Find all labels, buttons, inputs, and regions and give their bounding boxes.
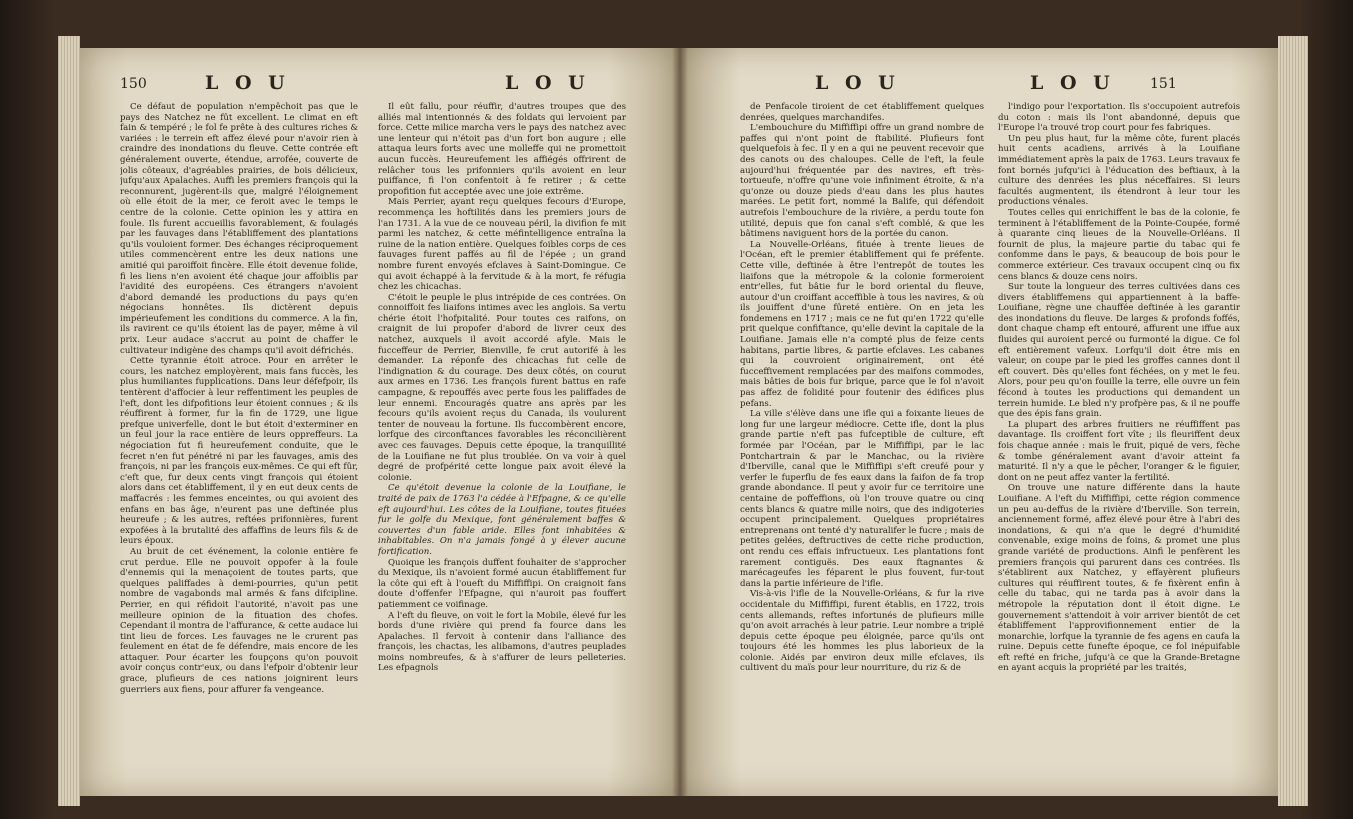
paragraph: La Nouvelle-Orléans, fituée à trente lieues de l'Océan, eft le premier établiffement qui fe préfente. Cette ville, deftinée à être l'entrepôt de toutes les liaifons que la métropole & la colonie formeroient entr'elles, fut bâtie fur le bord oriental du fleuve, autour d'un croiffant acceffible à tous les navires, & où ils jouiffent d'une fûreté entière. On en jeta les fondemens en 1717 ; mais ce ne fut qu'en 1722 qu'elle prit quelque confiftance, qu'elle devint la capitale de la Louifiane. Jamais elle n'a compté plus de feize cents habitans, partie libres, & partie efclaves. Les cabanes qui la couvroient originairement, ont été fucceffivement remplacées par des maifons commodes, mais bâties de bois fur brique, parce que le fol n'avoit pas affez de folidité pour foutenir des édifices plus pefans. [740,239,984,409]
paragraph: Vis-à-vis l'ifle de la Nouvelle-Orléans, & fur la rive occidentale du Miffiffipi, furent établis, en 1722, trois cents allemands, reftes infortunés de plufieurs mille qu'on avoit arrachés à leur patrie. Leur nombre a triplé depuis cette époque peu éloignée, parce qu'ils ont toujours été les hommes les plus laborieux de la colonie. Aidés par environ deux mille efclaves, ils cultivent du maïs pour leur nourriture, du riz & de [740,589,984,674]
paragraph: On trouve une nature différente dans la haute Louifiane. A l'eft du Miffiffipi, cette région commence un peu au-deffus de la rivière d'Iberville. Son terrein, anciennement formé, affez élevé pour être à l'abri des inondations, & qui n'a que le degré d'humidité convenable, exige moins de foins, & promet une plus grande variété de productions. Ainfi le penfèrent les premiers françois qui parurent dans ces contrées. Ils s'établirent aux Natchez, y effayèrent plufieurs cultures qui réuffirent toutes, & fe fixèrent enfin à celle du tabac, qui ne tarda pas à avoir dans la métropole la réputation dont il étoit digne. Le gouvernement s'attendoit à voir arriver bientôt de cet établiffement l'approvifionnement entier de la monarchie, lorfque la tyrannie de fes agens en caufa la ruine. Depuis cette funefte époque, ce fol inépuifable eft refté en friche, jufqu'à ce que la Grande-Bretagne en ayant acquis la propriété par les traités, [998,483,1240,674]
paragraph: C'étoit le peuple le plus intrépide de ces contrées. On connoiffoit fes liaifons intimes avec les anglois. Sa vertu chérie étoit l'hofpitalité. Pour toutes ces raifons, on craignit de lui propofer d'abord de livrer ceux des natchez, auxquels il avoit accordé afyle. Mais le fucceffeur de Perrier, Bienville, fe crut autorifé à les demander. La réponfe des chicachas fut celle de l'indignation & du courage. Des deux côtés, on courut aux armes en 1736. Les françois furent battus en rafe campagne, & repouffés avec perte fous les paliffades de leur ennemi. Encouragés quatre ans après par les fecours qu'ils avoient reçus du Canada, ils voulurent tenter de nouveau la fortune. Ils fuccombèrent encore, lorfque des circonftances favorables les réconcilièrent avec ces fauvages. Depuis cette époque, la tranquillité de la Louifiane ne fut plus troublée. On va voir à quel degré de profpérité cette longue paix avoit élevé la colonie. [378,292,626,483]
page-number: 150 [120,76,147,92]
paragraph: Un peu plus haut, fur la même côte, furent placés huit cents acadiens, arrivés à la Louifiane immédiatement après la paix de 1763. Leurs travaux fe font bornés jufqu'ici à l'éducation des beftiaux, à la culture des denrées les plus néceffaires. Si leurs facultés augmentent, ils étendront à leur tour les productions vénales. [998,133,1240,208]
right-page [680,48,1278,796]
paragraph: Cette tyrannie étoit atroce. Pour en arrêter le cours, les natchez employèrent, mais fans fuccès, les plus humiliantes fupplications. Dans leur défefpoir, ils tentèrent d'affocier à leur reffentiment les peuples de l'eft, dont les difpofitions leur étoient connues ; & ils réuffirent à former, fur la fin de 1729, une ligue prefque univerfelle, dont le but étoit d'exterminer en un feul jour la race entière de leurs oppreffeurs. La négociation fut fi heureufement conduite, que le fecret n'en fut pénétré ni par les fauvages, amis des françois, ni par les françois eux-mêmes. Ce qui eft fûr, c'eft que, fur deux cents vingt françois qui étoient alors dans cet établiffement, il y en eut deux cents de maffacrés : les femmes enceintes, ou qui avoient des enfans en bas âge, n'eurent pas une deftinée plus heureufe ; & les autres, reftées prifonnières, furent expofées à la brutalité des affaffins de leurs fils & de leurs époux. [120,356,358,547]
text-column-2 [998,102,1240,782]
text-column-1 [120,102,358,782]
paragraph: Quoique les françois duffent fouhaiter de s'approcher du Mexique, ils n'avoient formé aucun établiffement fur la côte qui eft à l'oueft du Miffiffipi. On craignoit fans doute d'offenfer l'Efpagne, qui n'auroit pas fouffert patiemment ce voifinage. [378,557,626,610]
running-head: L O U [205,72,290,94]
running-head: L O U [505,72,590,94]
running-head: L O U [815,72,900,94]
paragraph: l'indigo pour l'exportation. Ils s'occupoient autrefois du coton : mais ils l'ont abandonné, depuis que l'Europe l'a trouvé trop court pour fes fabriques. [998,102,1240,134]
paragraph: de Penfacole tiroient de cet établiffement quelques denrées, quelques marchandifes. [740,102,984,123]
paragraph: Ce qu'étoit devenue la colonie de la Louifiane, le traité de paix de 1763 l'a cédée à l'Efpagne, & ce qu'elle eft aujourd'hui. Les côtes de la Louifiane, toutes fituées fur le golfe du Mexique, font généralement baffes & couvertes d'un fable aride. Elles font inhabitées & inhabitables. On n'a jamais fongé à y élever aucune fortification. [378,483,626,557]
paragraph: Il eût fallu, pour réuffir, d'autres troupes que des alliés mal intentionnés & des foldats qui lervoient par force. Cette milice marcha vers le pays des natchez avec une lenteur qui n'étoit pas d'un fort bon augure ; elle attaqua leurs forts avec une molleffe qui ne promettoit aucun fuccès. Heureufement les affiégés offrirent de relâcher tous les prifonniers qu'ils avoient en leur puiffance, fi l'on confentoit à fe retirer ; & cette propofition fut acceptée avec une joie extrême. [378,102,626,197]
paragraph: La plupart des arbres fruitiers ne réuffiffent pas davantage. Ils croiffent fort vîte ; ils fleuriffent deux fois chaque année : mais le fruit, piqué de vers, fèche & tombe généralement avant d'avoir atteint fa maturité. Il n'y a que le pêcher, l'oranger & le figuier, dont on ne peut affez vanter la fertilité. [998,419,1240,483]
text-column-2 [378,102,626,782]
left-page [80,48,680,796]
running-head: L O U [1030,72,1115,94]
paragraph: A l'eft du fleuve, on voit le fort la Mobile, élevé fur les bords d'une rivière qui prend fa fource dans les Apalaches. Il fervoit à contenir dans l'alliance des françois, les chactas, les alibamons, d'autres peuplades moins nombreufes, & à s'affurer de leurs pelleteries. Les efpagnols [378,610,626,674]
page-number: 151 [1150,76,1177,92]
paragraph: Sur toute la longueur des terres cultivées dans ces divers établiffemens qui appartiennent à la baffe-Louifiane, règne une chauffée deftinée à les garantir des inondations du fleuve. De larges & profonds foffés, dont chaque champ eft entouré, affurent une iffue aux fluides qui auroient percé ou furmonté la digue. Ce fol eft entièrement vafeux. Lorfqu'il doit être mis en valeur, on coupe par le pied les groffes cannes dont il eft couvert. Dès qu'elles font féchées, on y met le feu. Alors, pour peu qu'on fouille la terre, elle ouvre un fein fécond à toutes les productions qui demandent un terrein humide. Le bled n'y profpère pas, & il ne pouffe que des épis fans grain. [998,282,1240,420]
right-page-header [680,72,1278,96]
left-page-header [80,72,680,96]
book-gutter [672,48,688,796]
paragraph: Toutes celles qui enrichiffent le bas de la colonie, fe terminent à l'établiffement de la Pointe-Coupée, formé à quarante cinq lieues de la Nouvelle-Orléans. Il fournit de plus, la majeure partie du tabac qui fe confomme dans le pays, & beaucoup de bois pour le commerce extérieur. Ces travaux occupent cinq ou fix cens blancs & douze cens noirs. [998,207,1240,282]
paragraph: Mais Perrier, ayant reçu quelques fecours d'Europe, recommença les hoftilités dans les premiers jours de l'an 1731. A la vue de ce nouveau péril, la divifion fe mit parmi les natchez, & cette méfintelligence entraîna la ruine de la nation entière. Quelques foibles corps de ces fauvages furent paffés au fil de l'épée ; un grand nombre furent envoyés efclaves à Saint-Domingue. Ce qui avoit échappé à la fervitude & à la mort, fe réfugia chez les chicachas. [378,197,626,293]
paragraph: Au bruit de cet événement, la colonie entière fe crut perdue. Elle ne pouvoit oppofer à la foule d'ennemis qui la menaçoient de toutes parts, que quelques paliffades à demi-pourries, qu'un petit nombre de vagabonds mal armés & fans difcipline. Perrier, en qui réfidoit l'autorité, n'avoit pas une meilleure opinion de la fituation des chofes. Cependant il montra de l'affurance, & cette audace lui tint lieu de forces. Les fauvages ne le crurent pas feulement en état de fe défendre, mais encore de les attaquer. Pour écarter les foupçons qu'on pouvoit avoir conçus contr'eux, ou dans l'efpoir d'obtenir leur grace, plufieurs de ces nations joignirent leurs guerriers aux fiens, pour affurer fa vengeance. [120,546,358,695]
text-column-1 [740,102,984,782]
paragraph: Ce défaut de population n'empêchoit pas que le pays des Natchez ne fût excellent. Le climat en eft fain & tempéré ; le fol fe prête à des cultures riches & variées : le terrein eft affez élevé pour n'avoir rien à craindre des inondations du fleuve. Cette contrée eft généralement ouverte, étendue, arrofée, couverte de jolis côteaux, d'agréables prairies, de bois délicieux, jufqu'aux Apalaches. Auffi les premiers françois qui la reconnurent, jugèrent-ils que, malgré l'éloignement où elle étoit de la mer, ce feroit avec le temps le centre de la colonie. Cette opinion les y attira en foule. Ils furent accueillis favorablement, & foulagés par les fauvages dans l'établiffement des plantations qu'ils vouloient former. Des échanges réciproquement utiles commencèrent entre les deux nations une amitié qui paroiffoit fincère. Elle étoit devenue folide, fi les liens n'en avoient été chaque jour affoiblis par l'avidité des européens. Ces étrangers n'avoient d'abord demandé les productions du pays qu'en négocians honnêtes. Ils dictèrent depuis impérieufement les conditions du commerce. A la fin, ils ravirent ce qu'ils étoient las de payer, même à vil prix. Leur audace s'accrut au point de chaffer le cultivateur indigène des champs qu'il avoit défrichés. [120,102,358,356]
page-edges-left [58,36,80,806]
paragraph: La ville s'élève dans une ifle qui a foixante lieues de long fur une largeur médiocre. Cette ifle, dont la plus grande partie n'eft pas fufceptible de culture, eft formée par l'Océan, par le Miffiffipi, par le lac Pontchartrain & par le Manchac, ou la rivière d'Iberville, canal que le Miffiffipi s'eft creufé pour y verfer le fuperflu de fes eaux dans la faifon de fa trop grande abondance. Il peut y avoir fur ce territoire une centaine de poffeffions, où l'on trouve quatre ou cinq cents blancs & quatre mille noirs, que des indigoteries occupent principalement. Quelques propriétaires entreprenans ont tenté d'y naturalifer le fucre ; mais de petites gelées, deftructives de cette riche production, ont rendu ces effais infructueux. Les plantations font rarement contiguës. Des eaux ftagnantes & marécageufes les féparent le plus fouvent, fur-tout dans la partie inférieure de l'ifle. [740,409,984,589]
page-edges-right [1278,36,1308,806]
paragraph: L'embouchure du Miffiffipi offre un grand nombre de paffes qui n'ont point de ftabilité. Plufieurs font quelquefois à fec. Il y en a qui ne peuvent recevoir que des canots ou des chaloupes. Celle de l'eft, la feule aujourd'hui fréquentée par des navires, eft très-tortueufe, n'offre qu'une voie infiniment étroite, & n'a qu'onze ou douze pieds d'eau dans les plus hautes marées. Le petit fort, nommé la Balife, qui défendoit autrefois l'embouchure de la rivière, a perdu toute fon utilité, depuis que fon canal s'eft comblé, & que les bâtimens naviguent hors de la portée du canon. [740,123,984,240]
